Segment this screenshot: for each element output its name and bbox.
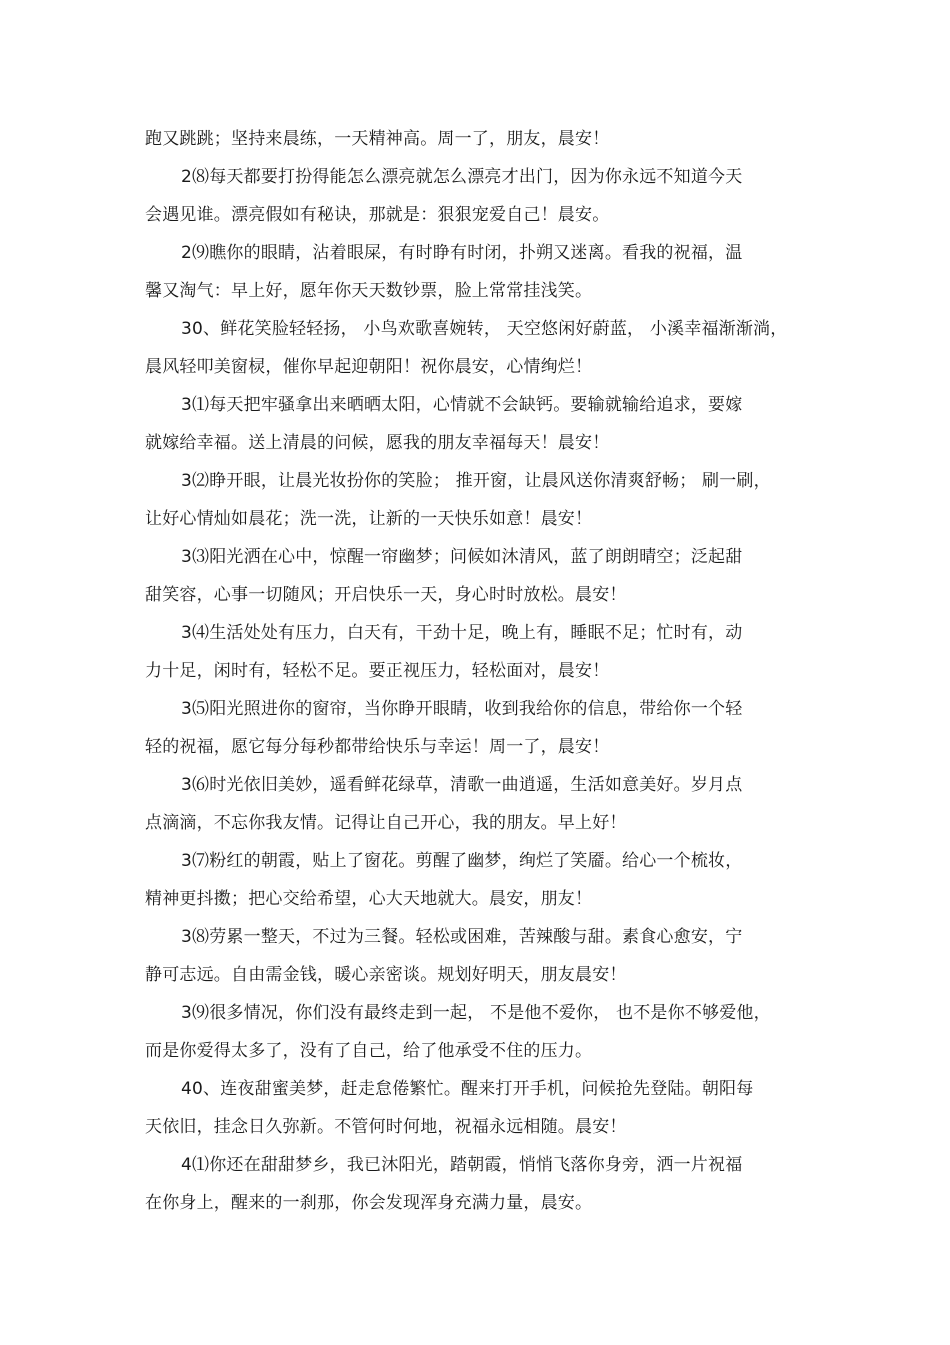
paragraph-continuation-line: 精神更抖擞；把心交给希望，心大天地就大。晨安，朋友！	[145, 889, 593, 909]
paragraph-continuation-line: 轻的祝福，愿它每分每秒都带给快乐与幸运！周一了，晨安！	[145, 737, 610, 757]
paragraph-continuation-line: 在你身上，醒来的一刹那，你会发现浑身充满力量，晨安。	[145, 1193, 593, 1213]
paragraph-first-line: 4⑴你还在甜甜梦乡，我已沐阳光，踏朝霞，悄悄飞落你身旁，洒一片祝福	[181, 1155, 743, 1175]
paragraph-continuation-line: 而是你爱得太多了，没有了自己，给了他承受不住的压力。	[145, 1041, 593, 1061]
paragraph-first-line: 40、连夜甜蜜美梦，赶走怠倦繁忙。醒来打开手机，问候抢先登陆。朝阳每	[181, 1079, 754, 1099]
paragraph-first-line: 2⑻每天都要打扮得能怎么漂亮就怎么漂亮才出门，因为你永远不知道今天	[181, 167, 743, 187]
paragraph-continuation-line: 会遇见谁。漂亮假如有秘诀，那就是：狠狠宠爱自己！晨安。	[145, 205, 610, 225]
paragraph-first-line: 3⑺粉红的朝霞，贴上了窗花。剪醒了幽梦，绚烂了笑靥。给心一个梳妆，	[181, 851, 743, 871]
paragraph-first-line: 3⑹时光依旧美妙，遥看鲜花绿草，清歌一曲逍遥，生活如意美好。岁月点	[181, 775, 743, 795]
paragraph-first-line: 3⑵睁开眼，让晨光妆扮你的笑脸； 推开窗，让晨风送你清爽舒畅； 刷一刷，	[181, 471, 771, 491]
paragraph-continuation-line: 甜笑容，心事一切随风；开启快乐一天，身心时时放松。晨安！	[145, 585, 627, 605]
paragraph-first-line: 3⑶阳光洒在心中，惊醒一帘幽梦；问候如沐清风，蓝了朗朗晴空；泛起甜	[181, 547, 743, 567]
paragraph-first-line: 30、鲜花笑脸轻轻扬， 小鸟欢歌喜婉转， 天空悠闲好蔚蓝， 小溪幸福渐渐淌，	[181, 319, 788, 339]
paragraph-first-line: 3⑼很多情况，你们没有最终走到一起， 不是他不爱你， 也不是你不够爱他，	[181, 1003, 771, 1023]
paragraph-first-line: 3⑻劳累一整天，不过为三餐。轻松或困难，苦辣酸与甜。素食心愈安，宁	[181, 927, 743, 947]
paragraph-first-line: 3⑸阳光照进你的窗帘，当你睁开眼睛，收到我给你的信息，带给你一个轻	[181, 699, 743, 719]
paragraph-continuation-line: 就嫁给幸福。送上清晨的问候，愿我的朋友幸福每天！晨安！	[145, 433, 610, 453]
paragraph-continuation-line: 静可志远。自由需金钱，暖心亲密谈。规划好明天，朋友晨安！	[145, 965, 627, 985]
document-body	[145, 120, 795, 1222]
paragraph-continuation-line: 点滴滴，不忘你我友情。记得让自己开心，我的朋友。早上好！	[145, 813, 627, 833]
paragraph-continuation-line: 跑又跳跳；坚持来晨练，一天精神高。周一了，朋友，晨安！	[145, 129, 610, 149]
paragraph-first-line: 2⑼瞧你的眼睛，沾着眼屎，有时睁有时闭，扑朔又迷离。看我的祝福，温	[181, 243, 743, 263]
paragraph-continuation-line: 馨又淘气：早上好，愿年你天天数钞票，脸上常常挂浅笑。	[145, 281, 593, 301]
paragraph-continuation-line: 晨风轻叩美窗棂，催你早起迎朝阳！祝你晨安，心情绚烂！	[145, 357, 593, 377]
paragraph-first-line: 3⑴每天把牢骚拿出来晒晒太阳，心情就不会缺钙。要输就输给追求，要嫁	[181, 395, 743, 415]
paragraph-continuation-line: 力十足，闲时有，轻松不足。要正视压力，轻松面对，晨安！	[145, 661, 610, 681]
paragraph-continuation-line: 让好心情灿如晨花；洗一洗，让新的一天快乐如意！晨安！	[145, 509, 593, 529]
paragraph-continuation-line: 天依旧，挂念日久弥新。不管何时何地，祝福永远相随。晨安！	[145, 1117, 627, 1137]
paragraph-first-line: 3⑷生活处处有压力，白天有，干劲十足，晚上有，睡眠不足；忙时有，动	[181, 623, 743, 643]
